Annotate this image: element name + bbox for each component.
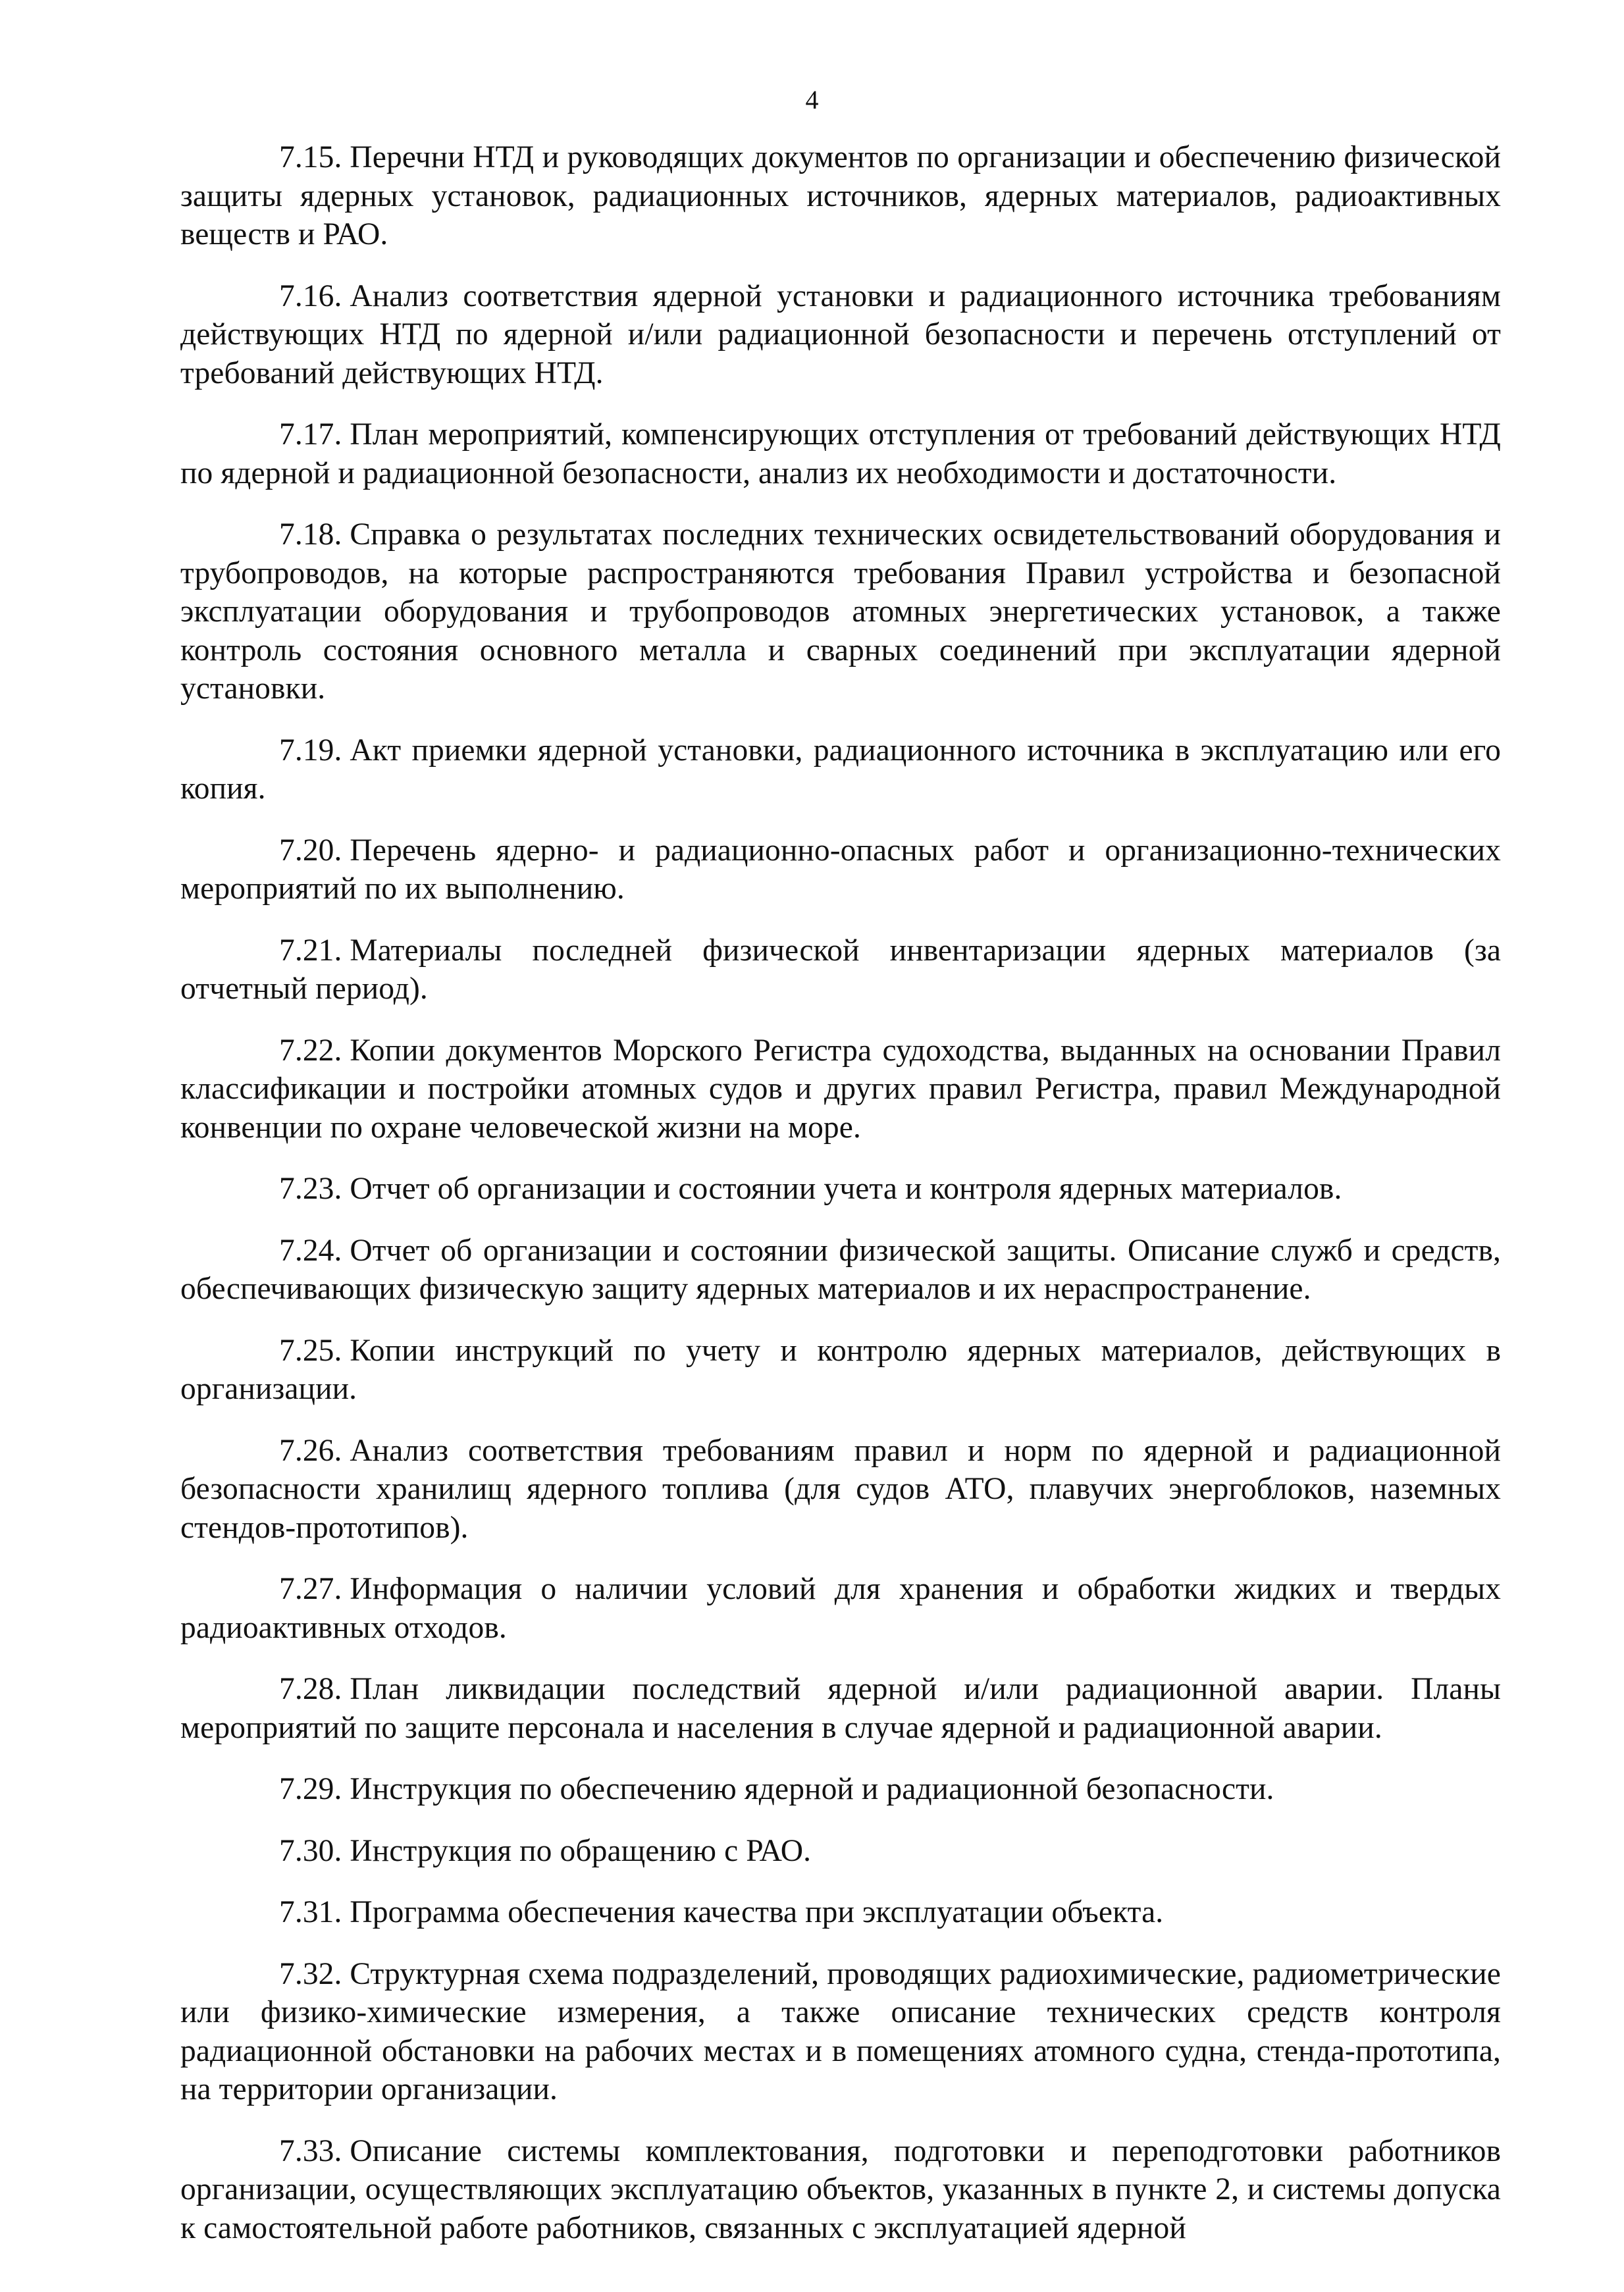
item-text: Анализ соответствия требованиям правил и норм по ядерной и радиационной безопасности хранилищ ядерного топлива (для судов АТО, плавучих энергоблоков, наземных стендов-прототипов). [180,1433,1501,1545]
item-text: Анализ соответствия ядерной установки и радиационного источника требованиям действующих НТД по ядерной и/или радиационной безопасности и перечень отступлений от требований действующих НТД. [180,278,1501,390]
item-text: Отчет об организации и состоянии физической защиты. Описание служб и средств, обеспечивающих физическую защиту ядерных материалов и их нераспространение. [180,1233,1501,1306]
paragraph-7-33 [180,2132,1501,2248]
item-number: 7.15. [279,140,342,174]
item-text: План мероприятий, компенсирующих отступления от требований действующих НТД по ядерной и радиационной безопасности, анализ их необходимости и достаточности. [180,417,1501,490]
paragraph-7-18 [180,515,1501,708]
item-number: 7.17. [279,417,342,452]
item-number: 7.23. [279,1172,342,1206]
item-text: Инструкция по обращению с РАО. [350,1833,812,1868]
item-number: 7.24. [279,1233,342,1268]
item-number: 7.21. [279,933,342,968]
item-number: 7.22. [279,1033,342,1068]
paragraph-7-17 [180,415,1501,492]
paragraph-7-24 [180,1232,1501,1309]
document-body [180,138,1501,2247]
paragraph-7-32 [180,1955,1501,2109]
item-text: Информация о наличии условий для хранения и обработки жидких и твердых радиоактивных отходов. [180,1572,1501,1645]
paragraph-7-20 [180,831,1501,908]
paragraph-7-29 [180,1770,1501,1809]
item-number: 7.31. [279,1895,342,1929]
item-text: Копии инструкций по учету и контролю ядерных материалов, действующих в организации. [180,1333,1501,1406]
item-number: 7.28. [279,1672,342,1706]
paragraph-7-19 [180,731,1501,808]
item-text: План ликвидации последствий ядерной и/или радиационной аварии. Планы мероприятий по защите персонала и населения в случае ядерной и радиационной аварии. [180,1672,1501,1745]
item-number: 7.26. [279,1433,342,1468]
item-number: 7.16. [279,278,342,313]
paragraph-7-25 [180,1332,1501,1409]
paragraph-7-26 [180,1432,1501,1548]
paragraph-7-30 [180,1832,1501,1871]
page-number: 4 [805,85,819,115]
item-text: Акт приемки ядерной установки, радиационного источника в эксплуатацию или его копия. [180,733,1501,806]
item-text: Материалы последней физической инвентаризации ядерных материалов (за отчетный период). [180,933,1501,1006]
item-text: Инструкция по обеспечению ядерной и радиационной безопасности. [350,1772,1274,1806]
item-number: 7.18. [279,517,342,552]
paragraph-7-27 [180,1570,1501,1647]
item-number: 7.19. [279,733,342,768]
item-text: Справка о результатах последних технических освидетельствований оборудования и трубопроводов, на которые распространяются требования Правил устройства и безопасной эксплуатации оборудования и трубопроводов атомных энергетических установок, а также контроль состояния основного металла и сварных соединений при эксплуатации ядерной установки. [180,517,1501,706]
item-number: 7.30. [279,1833,342,1868]
item-text: Программа обеспечения качества при эксплуатации объекта. [350,1895,1164,1929]
paragraph-7-16 [180,277,1501,393]
item-text: Перечень ядерно- и радиационно-опасных работ и организационно-технических мероприятий по их выполнению. [180,833,1501,906]
paragraph-7-21 [180,931,1501,1008]
item-number: 7.25. [279,1333,342,1368]
item-text: Перечни НТД и руководящих документов по организации и обеспечению физической защиты ядерных установок, радиационных источников, ядерных материалов, радиоактивных веществ и РАО. [180,140,1501,251]
item-number: 7.32. [279,1956,342,1991]
item-number: 7.20. [279,833,342,868]
item-number: 7.33. [279,2133,342,2168]
paragraph-7-15 [180,138,1501,254]
item-text: Описание системы комплектования, подготовки и переподготовки работников организации, осуществляющих эксплуатацию объектов, указанных в пункте 2, и системы допуска к самостоятельной работе работников, связанных с эксплуатацией ядерной [180,2133,1501,2245]
item-text: Структурная схема подразделений, проводящих радиохимические, радиометрические или физико-химические измерения, а также описание технических средств контроля радиационной обстановки на рабочих местах и в помещениях атомного судна, стенда-прототипа, на территории организации. [180,1956,1501,2106]
paragraph-7-23 [180,1170,1501,1209]
paragraph-7-31 [180,1893,1501,1932]
paragraph-7-28 [180,1670,1501,1747]
item-text: Копии документов Морского Регистра судоходства, выданных на основании Правил классификации и постройки атомных судов и других правил Регистра, правил Международной конвенции по охране человеческой жизни на море. [180,1033,1501,1145]
item-number: 7.27. [279,1572,342,1606]
item-number: 7.29. [279,1772,342,1806]
item-text: Отчет об организации и состоянии учета и контроля ядерных материалов. [350,1172,1342,1206]
paragraph-7-22 [180,1031,1501,1147]
